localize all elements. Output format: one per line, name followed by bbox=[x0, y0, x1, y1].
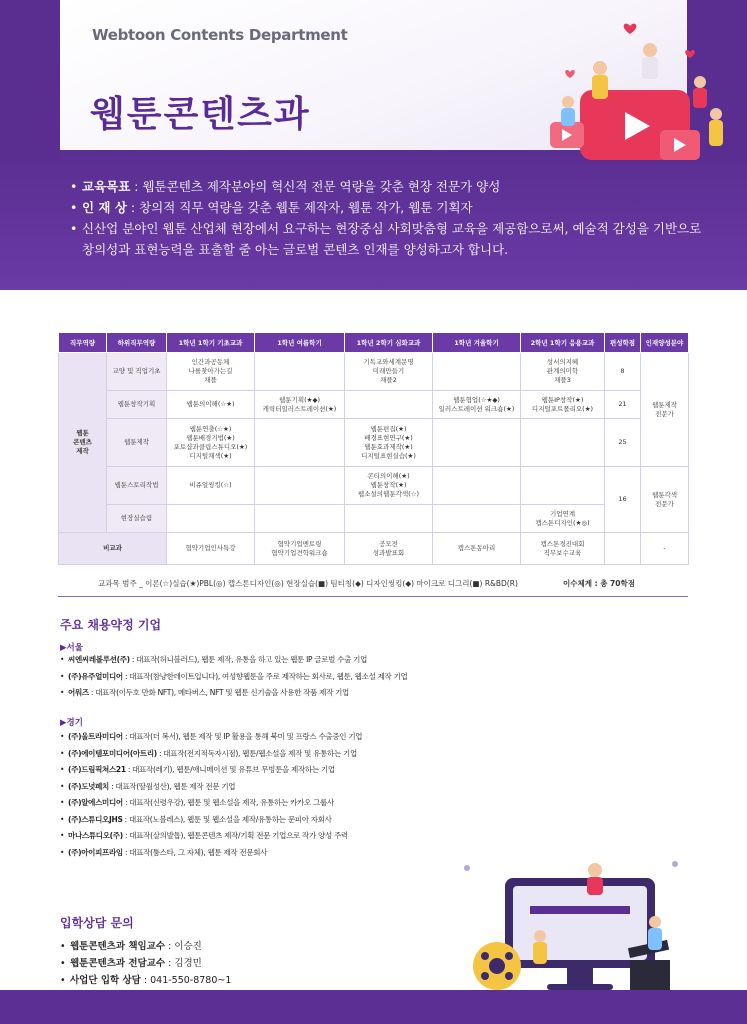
contact-label: 사업단 입학 상담 bbox=[70, 975, 141, 986]
intro-talent-text: : 창의적 직무 역량을 갖춘 웹툰 제작자, 웹툰 작가, 웹툰 기획자 bbox=[126, 200, 473, 215]
list-item bbox=[60, 955, 231, 972]
film-production-illustration-icon bbox=[455, 848, 685, 998]
footer-bar bbox=[0, 990, 747, 1024]
table-cell: 공모전 성과발표회 bbox=[345, 533, 433, 565]
table-cell bbox=[255, 353, 345, 391]
company-name: 씨엔씨레볼루션(주) bbox=[68, 655, 130, 664]
table-legend bbox=[58, 578, 688, 589]
table-cell bbox=[167, 505, 255, 533]
seoul-company-list bbox=[60, 652, 407, 702]
table-header: 인재양성분야 bbox=[641, 333, 689, 353]
table-header: 2학년 1학기 응용교과 bbox=[521, 333, 605, 353]
field-cell: 웹툰제작 전문가 bbox=[641, 353, 689, 467]
list-item bbox=[60, 652, 407, 669]
table-header: 1학년 1학기 기초교과 bbox=[167, 333, 255, 353]
table-cell: 웹툰연출(☆★) 웹툰배경기법(★) 포토샵과클립스튜디오(★) 디지털채색(★) bbox=[167, 419, 255, 467]
department-english-name: Webtoon Contents Department bbox=[92, 26, 348, 44]
list-item bbox=[60, 685, 407, 702]
curriculum-table bbox=[58, 332, 689, 565]
webtoon-creators-illustration-icon bbox=[540, 12, 740, 170]
table-cell: 비쥬얼씽킹(☆) bbox=[167, 467, 255, 505]
table-cell: 콘티의이해(★) 웹툰창작(★) 웹소설의웹툰각색(☆) bbox=[345, 467, 433, 505]
intro-goal bbox=[70, 176, 710, 197]
table-cell: 웹툰편집(★) 배경표현연구(★) 웹툰효과제작(★) 디지털표현실습(★) bbox=[345, 419, 433, 467]
table-row bbox=[59, 533, 689, 565]
intro-description-text: 신산업 분야인 웹툰 산업체 현장에서 요구하는 현장중심 사회맞춤형 교육을 제공함으로써, 예술적 감성을 기반으로 창의성과 표현능력을 표출할 줄 아는 글로벌 콘텐츠 인재를 양성하고자 합니다. bbox=[82, 221, 702, 257]
table-cell bbox=[605, 533, 641, 565]
contact-title: 입학상담 문의 bbox=[60, 916, 134, 930]
gyeonggi-company-list bbox=[60, 729, 362, 861]
table-cell bbox=[433, 505, 521, 533]
intro-description bbox=[70, 218, 710, 260]
list-item bbox=[60, 762, 362, 779]
list-item bbox=[60, 669, 407, 686]
table-row bbox=[59, 467, 689, 505]
company-name: (주)울트라미디어 bbox=[68, 732, 123, 741]
table-cell: 성서의지혜 관계의미학 채플3 bbox=[521, 353, 605, 391]
company-desc: : 대표작(전지적독자시점), 웹툰/웹소설을 제작 및 유통하는 기업 bbox=[156, 748, 357, 758]
company-name: (주)유주얼미디어 bbox=[68, 671, 123, 681]
table-cell: 웹툰제작 bbox=[107, 419, 167, 467]
intro-goal-text: : 웹툰콘텐츠 제작분야의 혁신적 전문 역량을 갖춘 현장 전문가 양성 bbox=[130, 179, 501, 194]
company-desc: : 대표작(이두호 만화 NFT), 메타버스, NFT 및 웹툰 신기술을 사용한 작품 제작 기업 bbox=[88, 688, 349, 697]
table-cell: 기업연계 캡스톤디자인(★◎) bbox=[521, 505, 605, 533]
company-name: (주)스튜디오JHS bbox=[68, 814, 123, 824]
list-item bbox=[60, 729, 362, 746]
intro-talent-label: 인 재 상 bbox=[82, 200, 127, 215]
table-header: 1학년 겨울학기 bbox=[433, 333, 521, 353]
table-cell: 25 bbox=[605, 419, 641, 467]
table-cell: 기독교와세계문명 미래만들기 채플2 bbox=[345, 353, 433, 391]
table-cell bbox=[345, 391, 433, 419]
company-name: 마나스튜디오(주) bbox=[68, 831, 123, 840]
company-name: (주)도넛페치 bbox=[68, 781, 109, 791]
table-cell bbox=[433, 419, 521, 467]
table-cell: 웹툰IP창작(★) 디지털포트폴리오(★) bbox=[521, 391, 605, 419]
legend-divider bbox=[58, 596, 688, 597]
field-cell: 웹툰각색 전문가 bbox=[641, 467, 689, 533]
list-item bbox=[60, 746, 362, 763]
list-item bbox=[60, 845, 362, 862]
department-title: 웹툰콘텐츠과 bbox=[90, 94, 311, 135]
contact-label: 웹툰콘텐츠과 책임교수 bbox=[70, 941, 166, 952]
header-stripe-left bbox=[0, 0, 60, 160]
legend-text: 교과목 범주 _ 이론(☆)실습(★)PBL(◎) 캡스톤디자인(◎) 현장실습(■) 팀티칭(◆) 디자인씽킹(◆) 마이크로 디그리(■) R&BD(R) bbox=[98, 579, 518, 588]
table-header-row bbox=[59, 333, 689, 353]
table-cell: 21 bbox=[605, 391, 641, 419]
table-cell: 협약기업인사특강 bbox=[167, 533, 255, 565]
table-cell: 캡스톤동아리 bbox=[433, 533, 521, 565]
company-desc: : 대표작(툼스타, 그 자체), 웹툰 제작 전문회사 bbox=[122, 847, 268, 857]
table-cell bbox=[255, 467, 345, 505]
list-item bbox=[60, 938, 231, 955]
intro-goal-label: 교육목표 bbox=[82, 179, 131, 194]
table-cell: 8 bbox=[605, 353, 641, 391]
companies-title: 주요 채용약정 기업 bbox=[60, 618, 162, 632]
table-header: 1학년 2학기 심화교과 bbox=[345, 333, 433, 353]
table-cell bbox=[255, 505, 345, 533]
company-desc: : 대표작(레기), 웹툰/애니메이션 및 유튜브 무빙툰을 제작하는 기업 bbox=[125, 765, 335, 774]
table-cell: 교양 및 직업기초 bbox=[107, 353, 167, 391]
table-header: 1학년 여름학기 bbox=[255, 333, 345, 353]
table-cell: 웹툰기획(★◆) 캐릭터일러스트레이션(★) bbox=[255, 391, 345, 419]
table-cell bbox=[345, 505, 433, 533]
company-desc: : 대표작(참냥한데이트입니다), 여성향웹툰을 주로 제작하는 회사로, 웹툰, 웹소설 제작 기업 bbox=[122, 671, 408, 681]
main-category-cell: 웹툰 콘텐츠 제작 bbox=[59, 353, 107, 533]
company-name: (주)드림픽쳐스21 bbox=[68, 765, 126, 774]
table-row bbox=[59, 419, 689, 467]
company-name: 어워즈 bbox=[68, 688, 89, 697]
table-row bbox=[59, 353, 689, 391]
region-gyeonggi: ▶경기 bbox=[60, 718, 83, 728]
table-cell: 웹툰협업(☆★◆) 일러스트레이션 워크숍(★) bbox=[433, 391, 521, 419]
table-header: 편성학점 bbox=[605, 333, 641, 353]
intro-talent bbox=[70, 197, 710, 218]
company-name: (주)에이템포미디어(아트리) bbox=[68, 748, 157, 758]
list-item bbox=[60, 812, 362, 829]
company-name: (주)아이피프라임 bbox=[68, 847, 123, 857]
contact-value: : 김경민 bbox=[165, 958, 202, 969]
company-desc: : 대표작(허니블러드), 웹툰 제작, 유통을 하고 있는 웹툰 IP 글로벌 수출 기업 bbox=[129, 655, 368, 664]
table-row bbox=[59, 391, 689, 419]
table-cell: 협약기업멘토링 협약기업견학워크숍 bbox=[255, 533, 345, 565]
table-header: 하위직무역량 bbox=[107, 333, 167, 353]
header-banner bbox=[0, 0, 747, 290]
list-item bbox=[60, 795, 362, 812]
total-credit: 이수체계 : 총 70학점 bbox=[563, 579, 635, 588]
company-desc: : 대표작(살의발톱), 웹툰콘텐츠 제작/기획 전문 기업으로 작가 양성 주력 bbox=[122, 831, 348, 840]
list-item bbox=[60, 779, 362, 796]
table-cell: 인간과공동체 나를찾아가는길 채플 bbox=[167, 353, 255, 391]
company-name: (주)알에스미디어 bbox=[68, 798, 123, 807]
intro-list bbox=[70, 176, 710, 260]
table-row bbox=[59, 505, 689, 533]
table-cell bbox=[521, 419, 605, 467]
contact-list bbox=[60, 938, 231, 989]
list-item bbox=[60, 828, 362, 845]
table-cell: 현장실습림 bbox=[107, 505, 167, 533]
contact-value: : 041-550-8780~1 bbox=[140, 975, 232, 986]
field-cell: - bbox=[641, 533, 689, 565]
table-cell bbox=[521, 467, 605, 505]
list-item bbox=[60, 972, 231, 989]
table-cell: 웹툰스토리작법 bbox=[107, 467, 167, 505]
company-desc: : 대표작(딸월성산), 웹툰 제작 전문 기업 bbox=[108, 781, 236, 791]
region-seoul: ▶서울 bbox=[60, 643, 83, 653]
table-cell: 웹툰의이해(☆★) bbox=[167, 391, 255, 419]
company-desc: : 대표작(노블레스), 웹툰 및 웹소설을 제작/유통하는 문피아 자회사 bbox=[122, 814, 332, 824]
company-desc: : 대표작(신령우강), 웹툰 및 웹소설을 제작, 유통하는 카카오 그룹사 bbox=[122, 798, 334, 807]
table-cell: 캡스톤경진대회 직무보수교육 bbox=[521, 533, 605, 565]
contact-value: : 이승진 bbox=[165, 941, 202, 952]
table-header: 직무역량 bbox=[59, 333, 107, 353]
table-cell bbox=[433, 353, 521, 391]
table-cell: 16 bbox=[605, 467, 641, 533]
nonmajor-label-cell: 비교과 bbox=[59, 533, 167, 565]
company-desc: : 대표작(더 복서), 웹툰 제작 및 IP 활용을 통해 북미 및 프랑스 수출중인 기업 bbox=[122, 732, 363, 741]
table-cell: 웹툰창작기획 bbox=[107, 391, 167, 419]
table-cell bbox=[255, 419, 345, 467]
table-cell bbox=[433, 467, 521, 505]
contact-label: 웹툰콘텐츠과 전담교수 bbox=[70, 958, 166, 969]
